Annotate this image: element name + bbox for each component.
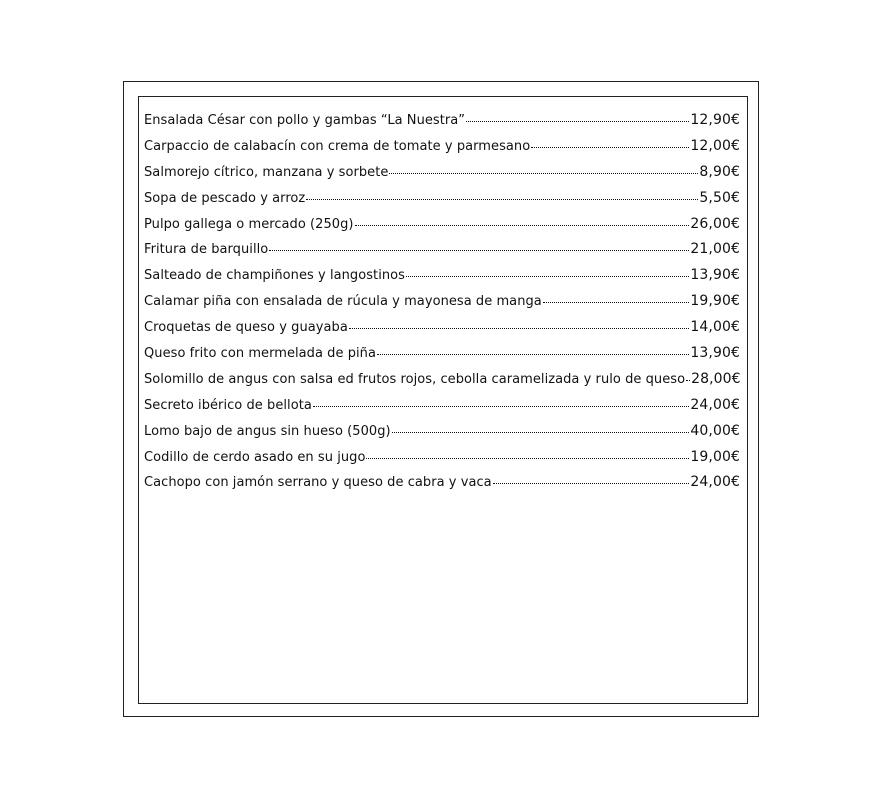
dish-name: Codillo de cerdo asado en su jugo: [144, 449, 366, 465]
dish-price: 12,90€: [690, 112, 740, 128]
menu-item: [144, 263, 740, 289]
dot-leader: [406, 275, 689, 277]
dish-name: Sopa de pescado y arroz: [144, 190, 306, 206]
dish-name: Calamar piña con ensalada de rúcula y mayonesa de manga: [144, 294, 542, 310]
dish-price: 24,00€: [690, 396, 740, 413]
dot-leader: [366, 457, 689, 459]
menu-item: [144, 134, 740, 160]
dot-leader: [389, 172, 698, 174]
dish-price: 28,00€: [691, 370, 741, 387]
menu-item: [144, 237, 740, 263]
dish-name: Fritura de barquillo: [144, 242, 269, 258]
dish-name: Ensalada César con pollo y gambas “La Nuestra”: [144, 113, 466, 128]
dot-leader: [531, 146, 689, 148]
menu-item: [144, 341, 740, 367]
dish-name: Pulpo gallega o mercado (250g): [144, 216, 354, 232]
dish-name: Secreto ibérico de bellota: [144, 397, 312, 413]
dot-leader: [355, 224, 690, 226]
dish-price: 12,00€: [690, 137, 740, 154]
dish-price: 21,00€: [690, 241, 740, 258]
menu-item: [144, 160, 740, 186]
dish-name: Croquetas de queso y guayaba: [144, 320, 348, 336]
dot-leader: [466, 120, 689, 122]
dot-leader: [543, 301, 690, 303]
menu-item: [144, 367, 740, 393]
dot-leader: [392, 431, 690, 433]
menu-item: [144, 315, 740, 341]
dot-leader: [493, 482, 690, 484]
dish-price: 19,90€: [690, 293, 740, 310]
dish-price: 5,50€: [699, 189, 740, 206]
dish-name: Cachopo con jamón serrano y queso de cabra y vaca: [144, 475, 492, 491]
dot-leader: [313, 405, 690, 407]
menu-item: [144, 289, 740, 315]
menu-item: [144, 470, 740, 496]
dish-name: Carpaccio de calabacín con crema de tomate y parmesano: [144, 138, 531, 154]
dot-leader: [306, 198, 698, 200]
dot-leader: [349, 327, 690, 329]
dish-name: Solomillo de angus con salsa ed frutos rojos, cebolla caramelizada y rulo de queso: [144, 371, 686, 387]
dish-price: 8,90€: [699, 163, 740, 180]
dish-price: 19,00€: [690, 448, 740, 465]
menu-list: [144, 108, 740, 496]
menu-item: [144, 393, 740, 419]
dish-price: 14,00€: [690, 319, 740, 336]
dot-leader: [269, 249, 689, 251]
menu-item: [144, 186, 740, 212]
dish-name: Lomo bajo de angus sin hueso (500g): [144, 423, 391, 439]
dish-name: Salmorejo cítrico, manzana y sorbete: [144, 164, 389, 180]
dot-leader: [377, 353, 689, 355]
dish-price: 24,00€: [690, 474, 740, 491]
menu-item: [144, 212, 740, 238]
menu-item: [144, 419, 740, 445]
dish-price: 13,90€: [690, 345, 740, 362]
dish-price: 13,90€: [690, 267, 740, 284]
dish-name: Queso frito con mermelada de piña: [144, 346, 376, 362]
menu-item: [144, 445, 740, 471]
dish-price: 26,00€: [690, 215, 740, 232]
menu-item: [144, 108, 740, 134]
dot-leader: [686, 379, 690, 381]
dish-price: 40,00€: [690, 422, 740, 439]
dish-name: Salteado de champiñones y langostinos: [144, 268, 405, 284]
